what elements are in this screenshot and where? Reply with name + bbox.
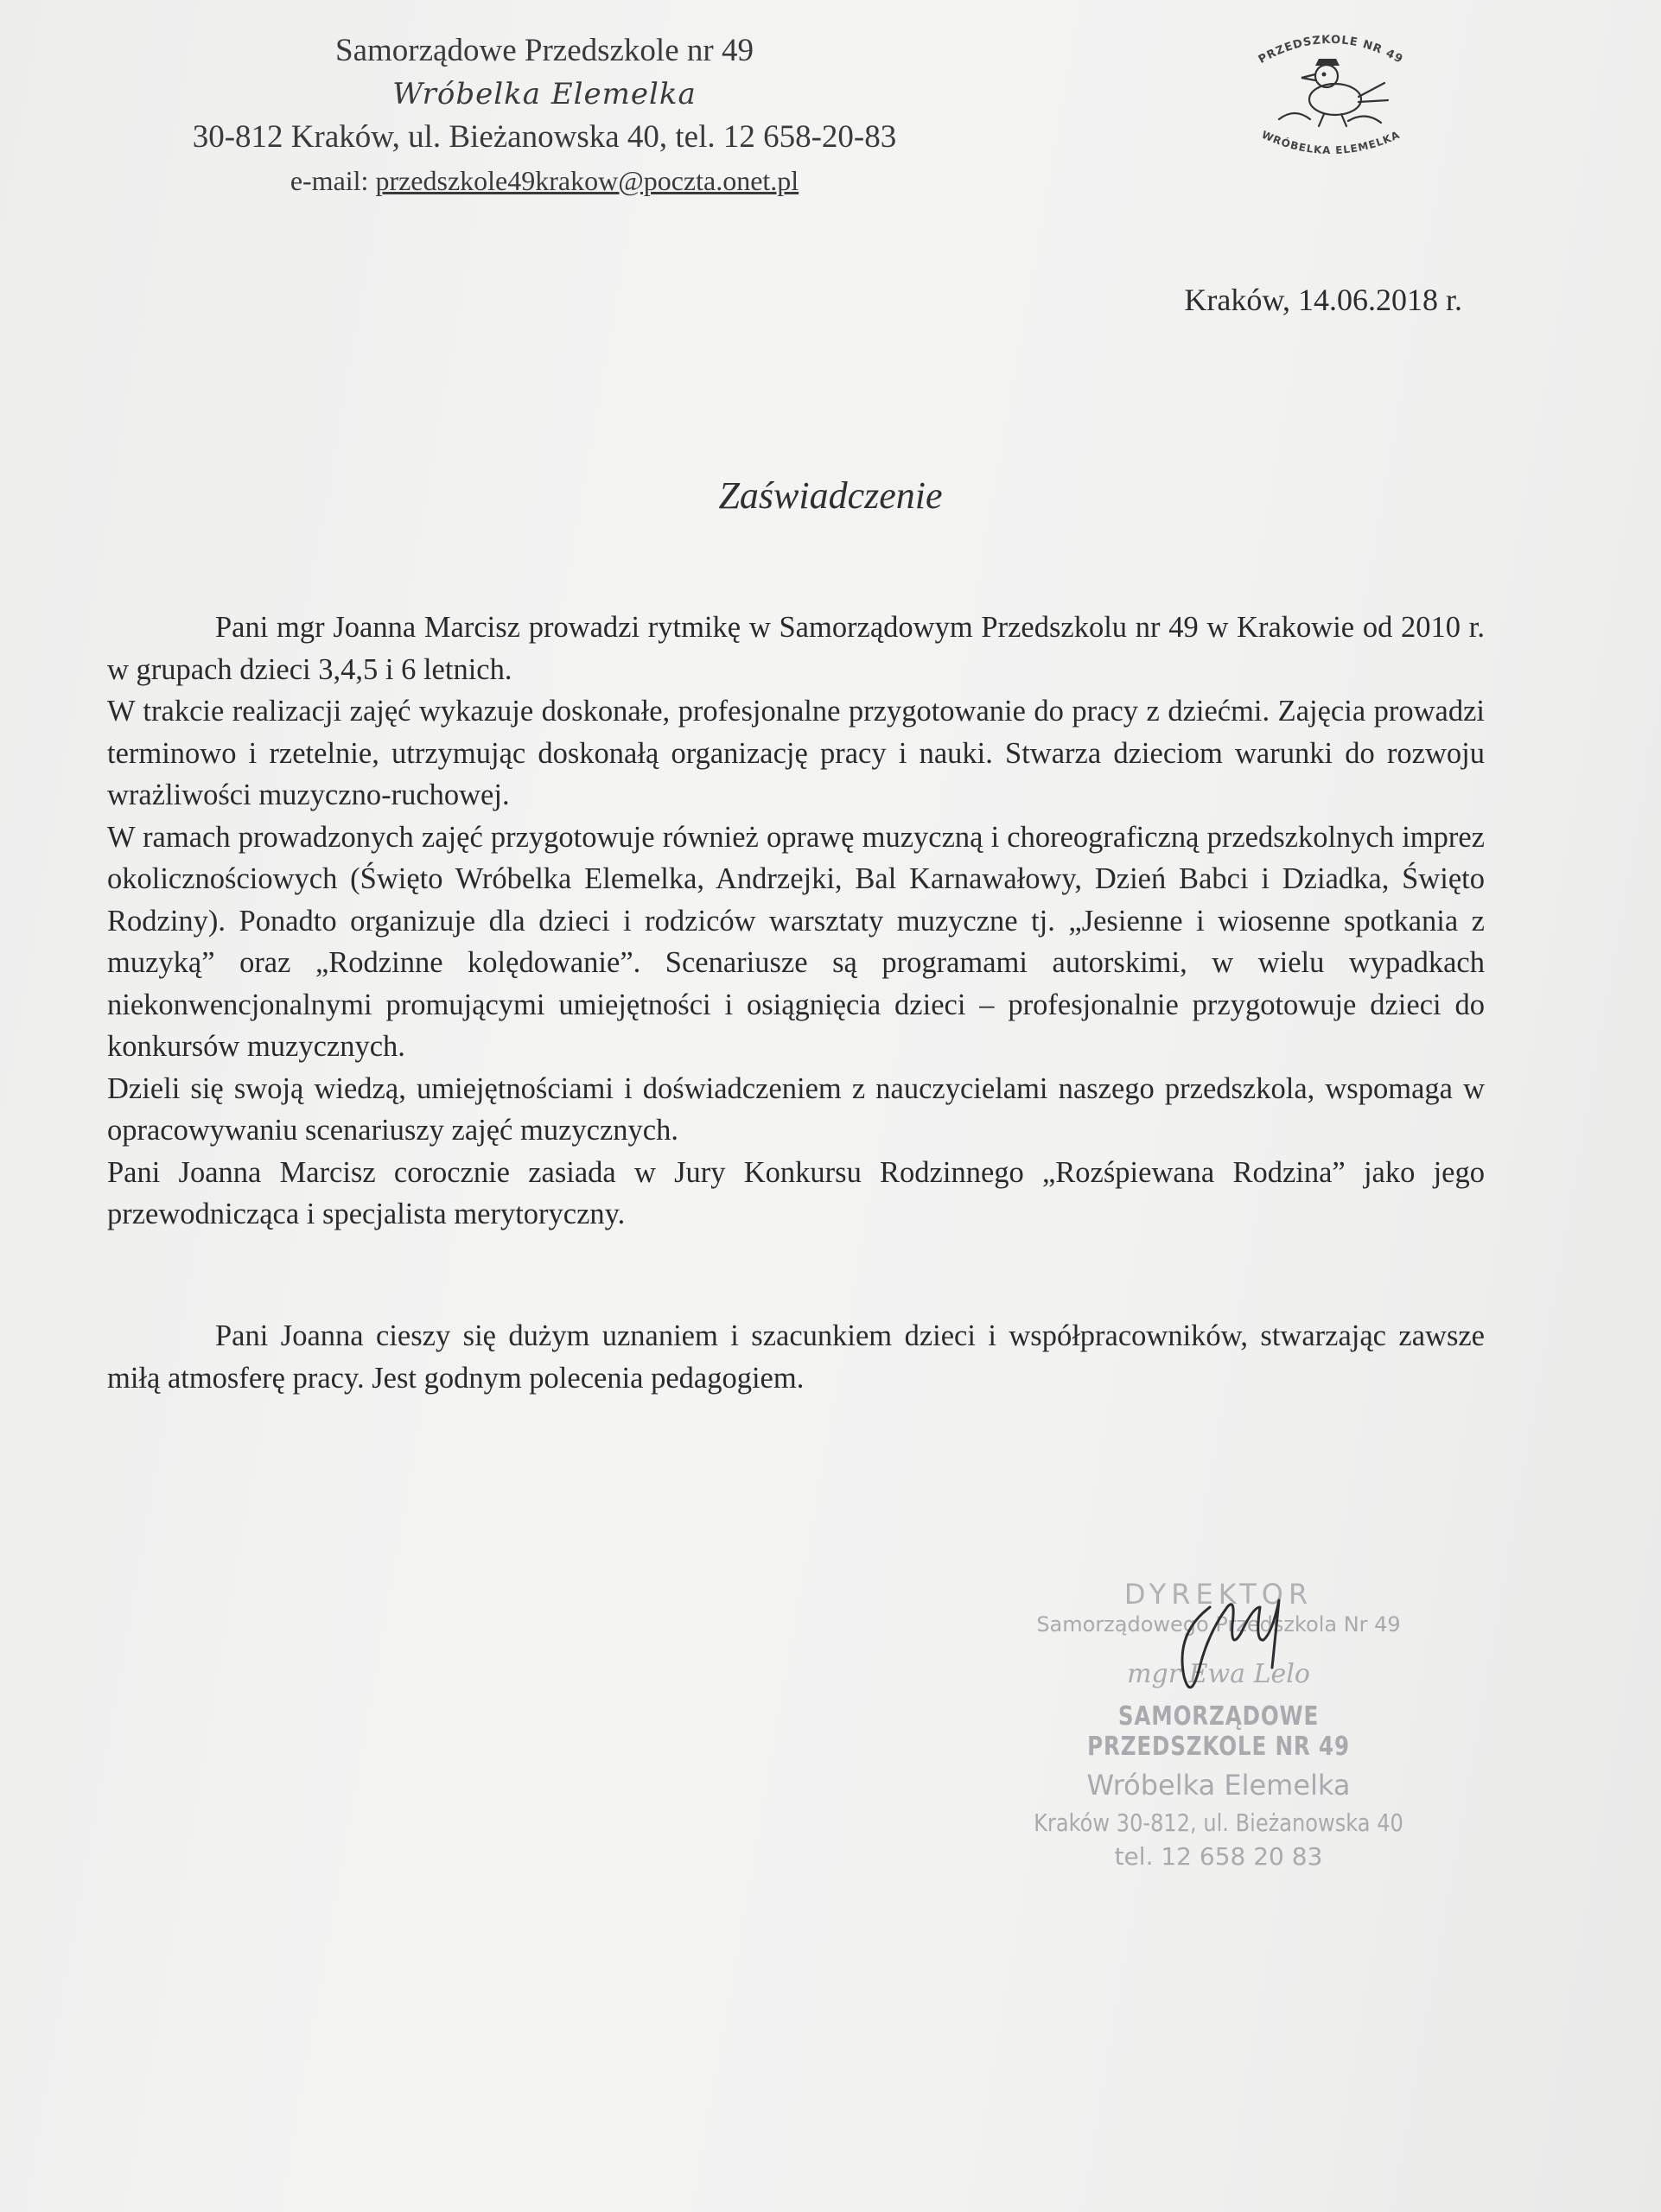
email-label: e-mail:	[290, 165, 369, 196]
institution-patron: Wróbelka Elemelka	[392, 77, 697, 111]
certificate-body	[107, 607, 1485, 1236]
stamp-phone: tel. 12 658 20 83	[1114, 1842, 1323, 1871]
logo-bottom-text: WRÓBELKA ELEMELKA	[1259, 128, 1403, 157]
closing-paragraph: Pani Joanna cieszy się dużym uznaniem i szacunkiem dzieci i współpracowników, stwarzając zawsze miłą atmosferę pracy. Jest godnym polecenia pedagogiem.	[107, 1319, 1485, 1395]
paragraph-2: W trakcie realizacji zajęć wykazuje doskonałe, profesjonalne przygotowanie do pracy z dziećmi. Zajęcia prowadzi terminowo i rzetelnie, utrzymując doskonałą organizację pracy i nauki. Stwarza dzieciom warunki do rozwoju wrażliwości muzyczno-ruchowej.	[107, 695, 1485, 811]
paragraph-3: W ramach prowadzonych zajęć przygotowuje również oprawę muzyczną i choreograficzną przedszkolnych imprez okolicznościowych (Święto Wróbelka Elemelka, Andrzejki, Bal Karnawałowy, Dzień Babci i Dziadka, Święto Rodziny). Ponadto organizuje dla dzieci i rodziców warsztaty muzyczne tj. „Jesienne i wiosenne spotkania z muzyką” oraz „Rodzinne kolędowanie”. Scenariusze są programami autorskimi, w wielu wypadkach niekonwencjonalnymi promującymi umiejętności i osiągnięcia dzieci – profesjonalnie przygotowuje dzieci do konkursów muzycznych.	[107, 820, 1485, 1063]
stamp-role: DYREKTOR	[1123, 1578, 1314, 1611]
paragraph-1: Pani mgr Joanna Marcisz prowadzi rytmikę w Samorządowym Przedszkolu nr 49 w Krakowie od 2010 r. w grupach dzieci 3,4,5 i 6 letnich.	[107, 611, 1485, 686]
institution-name: Samorządowe Przedszkole nr 49	[335, 33, 754, 68]
stamp-institution-line: Samorządowego Przedszkola Nr 49	[1036, 1612, 1401, 1637]
stamp-patron: Wróbelka Elemelka	[1086, 1769, 1351, 1802]
handwritten-signature-icon	[1158, 1573, 1305, 1737]
kindergarten-logo	[1244, 17, 1417, 164]
paragraph-5: Pani Joanna Marcisz corocznie zasiada w Jury Konkursu Rodzinnego „Rozśpiewana Rodzina” jako jego przewodnicząca i specjalista merytoryczny.	[107, 1155, 1485, 1230]
logo-top-text: PRZEDSZKOLE NR 49	[1256, 33, 1406, 67]
document-date: Kraków, 14.06.2018 r.	[1184, 283, 1462, 317]
document-title: Zaświadczenie	[718, 474, 943, 517]
closing-section	[107, 1315, 1485, 1399]
stamp-name: SAMORZĄDOWE PRZEDSZKOLE NR 49	[1087, 1701, 1350, 1762]
stamp-address: Kraków 30-812, ul. Bieżanowska 40	[1034, 1808, 1403, 1837]
paragraph-4: Dzieli się swoją wiedzą, umiejętnościami i doświadczeniem z nauczycielami naszego przedszkola, wspomaga w opracowywaniu scenariuszy zajęć muzycznych.	[107, 1071, 1485, 1147]
sparrow-logo-icon	[1244, 17, 1417, 164]
signature-block	[994, 1555, 1443, 1936]
institution-address: 30-812 Kraków, ul. Bieżanowska 40, tel. 12 658-20-83	[192, 119, 897, 155]
institution-email	[173, 159, 916, 202]
email-link[interactable]: przedszkole49krakow@poczta.onet.pl	[375, 165, 799, 196]
svg-text:WRÓBELKA ELEMELKA	[1260, 129, 1402, 156]
letterhead	[173, 29, 916, 202]
stamp-director-name: mgr Ewa Lelo	[1127, 1659, 1310, 1689]
